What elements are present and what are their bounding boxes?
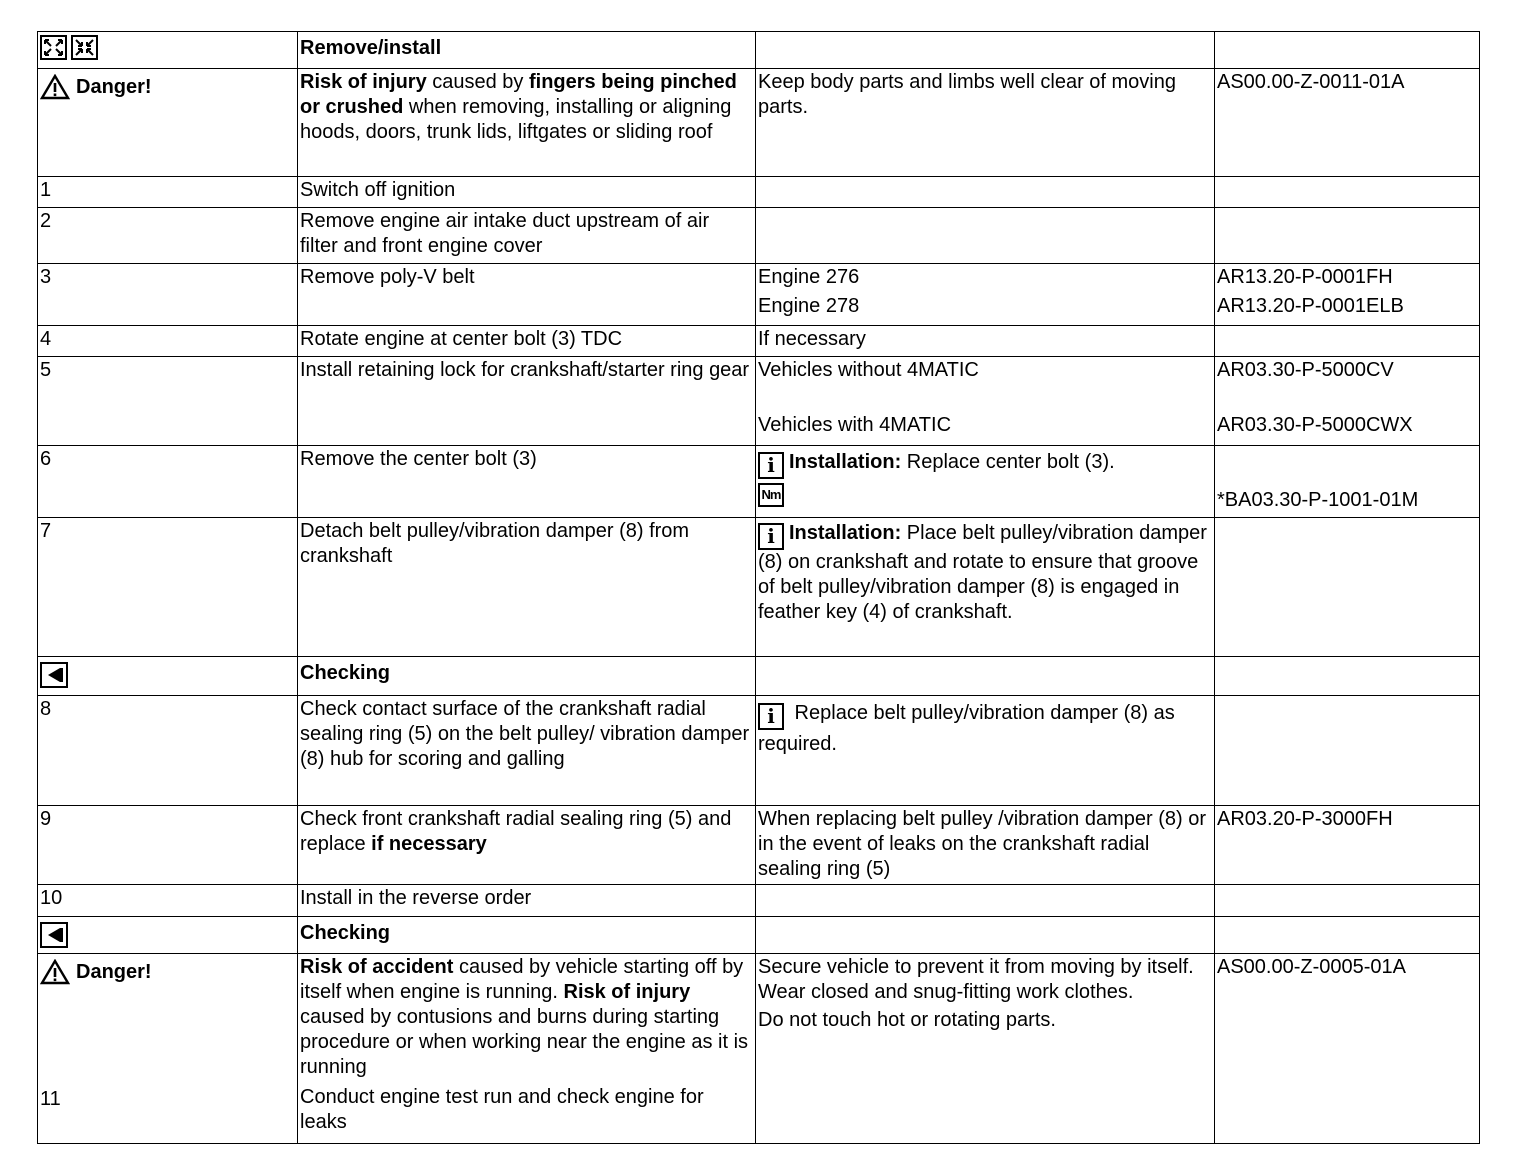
checking-icon (40, 922, 68, 948)
danger-2-measure: Wear closed and snug-fitting work clothes. (758, 981, 1134, 1003)
danger-2-description: Risk of accident caused by vehicle starting off by itself when engine is running. Risk of injury caused by contusions and burns during starting procedure or when working near the engine as it is running (300, 956, 749, 1078)
table-row (38, 326, 1480, 357)
installation-note: i Replace belt pulley/vibration damper (8) as required. (756, 696, 1215, 806)
step-number: 9 (38, 806, 298, 885)
table-row (38, 885, 1480, 917)
step-note: Vehicles with 4MATIC (758, 414, 952, 436)
table-row (38, 696, 1480, 806)
step-text: Switch off ignition (298, 177, 756, 208)
table-row (38, 446, 1480, 518)
install-icon (71, 35, 98, 60)
table-row (38, 518, 1480, 657)
step-number: 10 (38, 885, 298, 917)
table-row (38, 177, 1480, 208)
step-number: 11 (40, 1088, 61, 1110)
table-row (38, 806, 1480, 885)
step-number: 5 (38, 357, 298, 446)
step-text: Install retaining lock for crankshaft/starter ring gear (298, 357, 756, 446)
section-title: Checking (298, 917, 756, 954)
step-text: Install in the reverse order (298, 885, 756, 917)
table-row-checking (38, 657, 1480, 696)
step-ref[interactable]: AR03.30-P-5000CWX (1217, 414, 1413, 436)
table-row (38, 208, 1480, 264)
table-row-header (38, 32, 1480, 69)
step-note: Engine 276 (758, 266, 860, 288)
step-number: 4 (38, 326, 298, 357)
step-note: When replacing belt pulley /vibration damper (8) or in the event of leaks on the crankshaft radial sealing ring (5) (756, 806, 1215, 885)
danger-2-ref: AS00.00-Z-0005-01A (1215, 954, 1480, 1144)
info-icon: i (758, 523, 784, 550)
remove-icon (40, 35, 67, 60)
installation-note: i Installation: Replace center bolt (3). (758, 450, 1209, 479)
step-text: Check contact surface of the crankshaft radial sealing ring (5) on the belt pulley/ vibration damper (8) hub for scoring and galling (298, 696, 756, 806)
step-number: 7 (38, 518, 298, 657)
danger-2-measure: Secure vehicle to prevent it from moving by itself. (758, 956, 1194, 978)
section-title: Checking (298, 657, 756, 696)
danger-label: Danger! (40, 74, 292, 100)
step-number: 2 (38, 208, 298, 264)
warning-triangle-icon (40, 959, 70, 985)
table-row-danger-2 (38, 954, 1480, 1144)
step-ref[interactable]: AR13.20-P-0001FH (1217, 266, 1393, 288)
warning-triangle-icon (40, 74, 70, 100)
table-row (38, 357, 1480, 446)
step-number: 8 (38, 696, 298, 806)
step-note: Engine 278 (758, 295, 860, 317)
table-row-checking (38, 917, 1480, 954)
step-text: Check front crankshaft radial sealing ring (5) and replace if necessary (298, 806, 756, 885)
step-text: Remove engine air intake duct upstream of air filter and front engine cover (298, 208, 756, 264)
step-note: Vehicles without 4MATIC (758, 359, 979, 381)
danger-label: Danger! (40, 959, 292, 985)
table-row (38, 264, 1480, 326)
torque-nm-icon: Nm (758, 483, 784, 507)
procedure-table (37, 31, 1480, 1144)
table-row-danger-1 (38, 69, 1480, 177)
installation-note: i Installation: Place belt pulley/vibration damper (8) on crankshaft and rotate to ensure that groove of belt pulley/vibration damper (8) is engaged in feather key (4) of crankshaft. (756, 518, 1215, 657)
step-number: 3 (38, 264, 298, 326)
step-text: Conduct engine test run and check engine for leaks (300, 1086, 704, 1133)
info-icon: i (758, 452, 784, 479)
checking-icon (40, 662, 68, 688)
step-text: Remove poly-V belt (298, 264, 756, 326)
step-ref[interactable]: AR03.20-P-3000FH (1215, 806, 1480, 885)
step-ref[interactable]: *BA03.30-P-1001-01M (1217, 489, 1419, 511)
step-number: 6 (38, 446, 298, 518)
step-note: If necessary (756, 326, 1215, 357)
step-ref[interactable]: AR03.30-P-5000CV (1217, 359, 1394, 381)
danger-1-measure: Keep body parts and limbs well clear of moving parts. (756, 69, 1215, 177)
header-icons-cell (38, 32, 298, 69)
danger-1-ref: AS00.00-Z-0011-01A (1215, 69, 1480, 177)
step-text: Detach belt pulley/vibration damper (8) from crankshaft (298, 518, 756, 657)
danger-2-measure: Do not touch hot or rotating parts. (758, 1009, 1056, 1031)
danger-1-description: Risk of injury caused by fingers being pinched or crushed when removing, installing or aligning hoods, doors, trunk lids, liftgates or sliding roof (298, 69, 756, 177)
step-ref[interactable]: AR13.20-P-0001ELB (1217, 295, 1404, 317)
step-text: Rotate engine at center bolt (3) TDC (298, 326, 756, 357)
info-icon: i (758, 703, 784, 730)
step-number: 1 (38, 177, 298, 208)
step-text: Remove the center bolt (3) (298, 446, 756, 518)
section-title: Remove/install (298, 32, 756, 69)
